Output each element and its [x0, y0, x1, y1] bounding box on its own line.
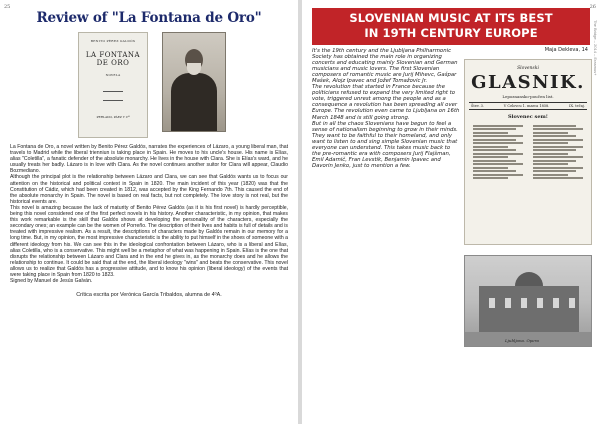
- article-text: [312, 48, 460, 169]
- banner-line-1: SLOVENIAN MUSIC AT ITS BEST: [349, 11, 553, 25]
- opera-building: [479, 286, 579, 332]
- page-number: 26: [589, 4, 596, 10]
- banner-line-2: IN 19TH CENTURY EUROPE: [364, 26, 538, 40]
- glasnik-small-title: Slovenski: [517, 66, 539, 71]
- book-cover-subtitle: NOVELA: [105, 73, 121, 77]
- article-author: Maja Dekleva, 14: [544, 47, 588, 53]
- portrait-body: [171, 73, 217, 132]
- glasnik-tagline: Lepoznansko-poučen list.: [502, 94, 554, 99]
- right-page: [302, 0, 600, 424]
- author-portrait-image: [162, 32, 226, 132]
- glasnik-heading: Slovenec sem!: [507, 114, 548, 120]
- glasnik-newspaper-image: [464, 59, 592, 245]
- book-cover-publisher: PERLADO, PÁEZ Y Cª: [96, 115, 130, 119]
- article-banner: [312, 8, 590, 45]
- glasnik-issue-right: IX. tečaj.: [569, 104, 585, 108]
- book-cover-author: BENITO PÉREZ GALDÓS: [90, 39, 136, 43]
- glasnik-column: [533, 123, 583, 181]
- book-cover-title: LA FONTANA DE ORO: [85, 51, 141, 67]
- side-running-text: The Bridge – 2014 – Erasmus+: [593, 20, 598, 76]
- page-number: 25: [4, 4, 11, 10]
- article-paragraph: But in all the chaos Slovenians have begun to feel a sense of nationalism beginning to grow in their minds. They want to be faithful to their homeland, and only want to listen to and sing simple Slovenian music that everyone can understand. This takes music back to the pre-romantic era with composers Jurij Flajšman, Emil Adamič, Fran Levstik, Benjamin Ipavec and Davorin Jenko, just to mention a few.: [312, 120, 458, 169]
- ljubljana-opera-photo: [464, 255, 592, 347]
- review-title: Review of "La Fontana de Oro": [36, 10, 262, 26]
- book-cover-ornament: [103, 91, 123, 101]
- glasnik-big-title: GLASNIK.: [471, 72, 585, 93]
- glasnik-issue-mid: V Celovcu 1. marca 1858.: [503, 104, 550, 108]
- review-paragraph: This novel is amazing because the lack of maturity of Benito Pérez Galdós (as it is his first novel) is hardly perceptible, being this novel considered one of the first perfect novels in his history. Another characteristic, in my opinion, that makes this work remarkable is the skill that Galdós shows at developing the personality of the characters, especially the secondary ones; an example can be the women of Porreño. The description of their lives and habits is full of details and is treated with impressive realism. As a result, the descriptions of characters made by Galdós remain in our memory for a long time. But, in my opinion, the most impressive characteristic is the ability to put himself in the shoes of someone with a different ideology from his. We can see this in the ideological confrontation between Lázaro, who is a liberal and Elías, alias Coletilla, who is a conservative. This might well be a metaphor of what was happening in Spain. Elías is the one that disrupts the relationship between Lázaro and Clara and in the end he gives in, as the monarchy does and he allows the relationship to continue. It could be said that at the end, the liberal ideology "wins" and beats the conservative. This novel allows us to realize that Galdós has a progressive attitude, and to know his opinion (liberal ideology) of the events that were taking place in Spain from 1820 to 1823.: [10, 204, 288, 278]
- article-paragraph: The revolution that started in France because the politicians refused to expand the very limited right to vote, triggered unrest among the people and as a consequence a revolution has been spreading all over Europe. The revolution even came to Ljubljana on 16th March 1848 and is still going strong.: [312, 84, 460, 121]
- glasnik-issue-left: Štev. 3.: [471, 104, 485, 108]
- book-cover-image: [78, 32, 148, 138]
- article-body-area: [312, 45, 590, 405]
- review-credit: Crítica escrita por Verónica García Tribaldos, alumna de 4ºA.: [76, 292, 222, 299]
- photo-row: [10, 32, 288, 144]
- glasnik-columns: [465, 120, 591, 181]
- glasnik-issue-bar: [469, 102, 587, 110]
- review-body: [10, 144, 288, 278]
- left-page: [0, 0, 298, 424]
- glasnik-column: [473, 123, 523, 181]
- review-paragraph: La Fontana de Oro, a novel written by Benito Pérez Galdós, narrates the experiences of Lázaro, a young liberal man, that travels to Madrid while the liberal trienniun is taking place in Spain. He moves to his uncle's house. His name is Elías, alias "Coletilla", a fanatic defender of the absolute monarchy. He lives in the house with Clara. She is Elías's ward, and he usually treats her badly. Lázaro is in love with Clara. As the novel continues another suitor for Clara will appear, Claudio Bozmediano.: [10, 144, 288, 175]
- article-paragraph: It's the 19th century and the Ljubljana Philharmonic Society has obtained the main role in organizing concerts and educating mainly Slovenian and German musicians and music lovers. The first Slovenian composers of romantic music are Jurij Mihevc, Gašpar Mašek, Alojz Ipavec and Jožef Tomažovic Jr.: [312, 48, 458, 85]
- review-paragraph: Although the principal plot is the relationship between Lázaro and Clara, we can see that Galdós wants us to focus our attention on the historical and political context in Spain in 1820. The main incident of this year (1820) was that the Constitution of Cádiz, which had been created in 1812, was accepted by the King Fernando 7th. This caused the end of the absolute monarchy in Spain. The novel is based on real facts, but not completely. The love story is not real, but the historical events are.: [10, 174, 288, 205]
- opera-caption: Ljubljana. Opera: [505, 338, 539, 343]
- review-signature: Signed by Manuel de Jesús Galván.: [10, 278, 93, 285]
